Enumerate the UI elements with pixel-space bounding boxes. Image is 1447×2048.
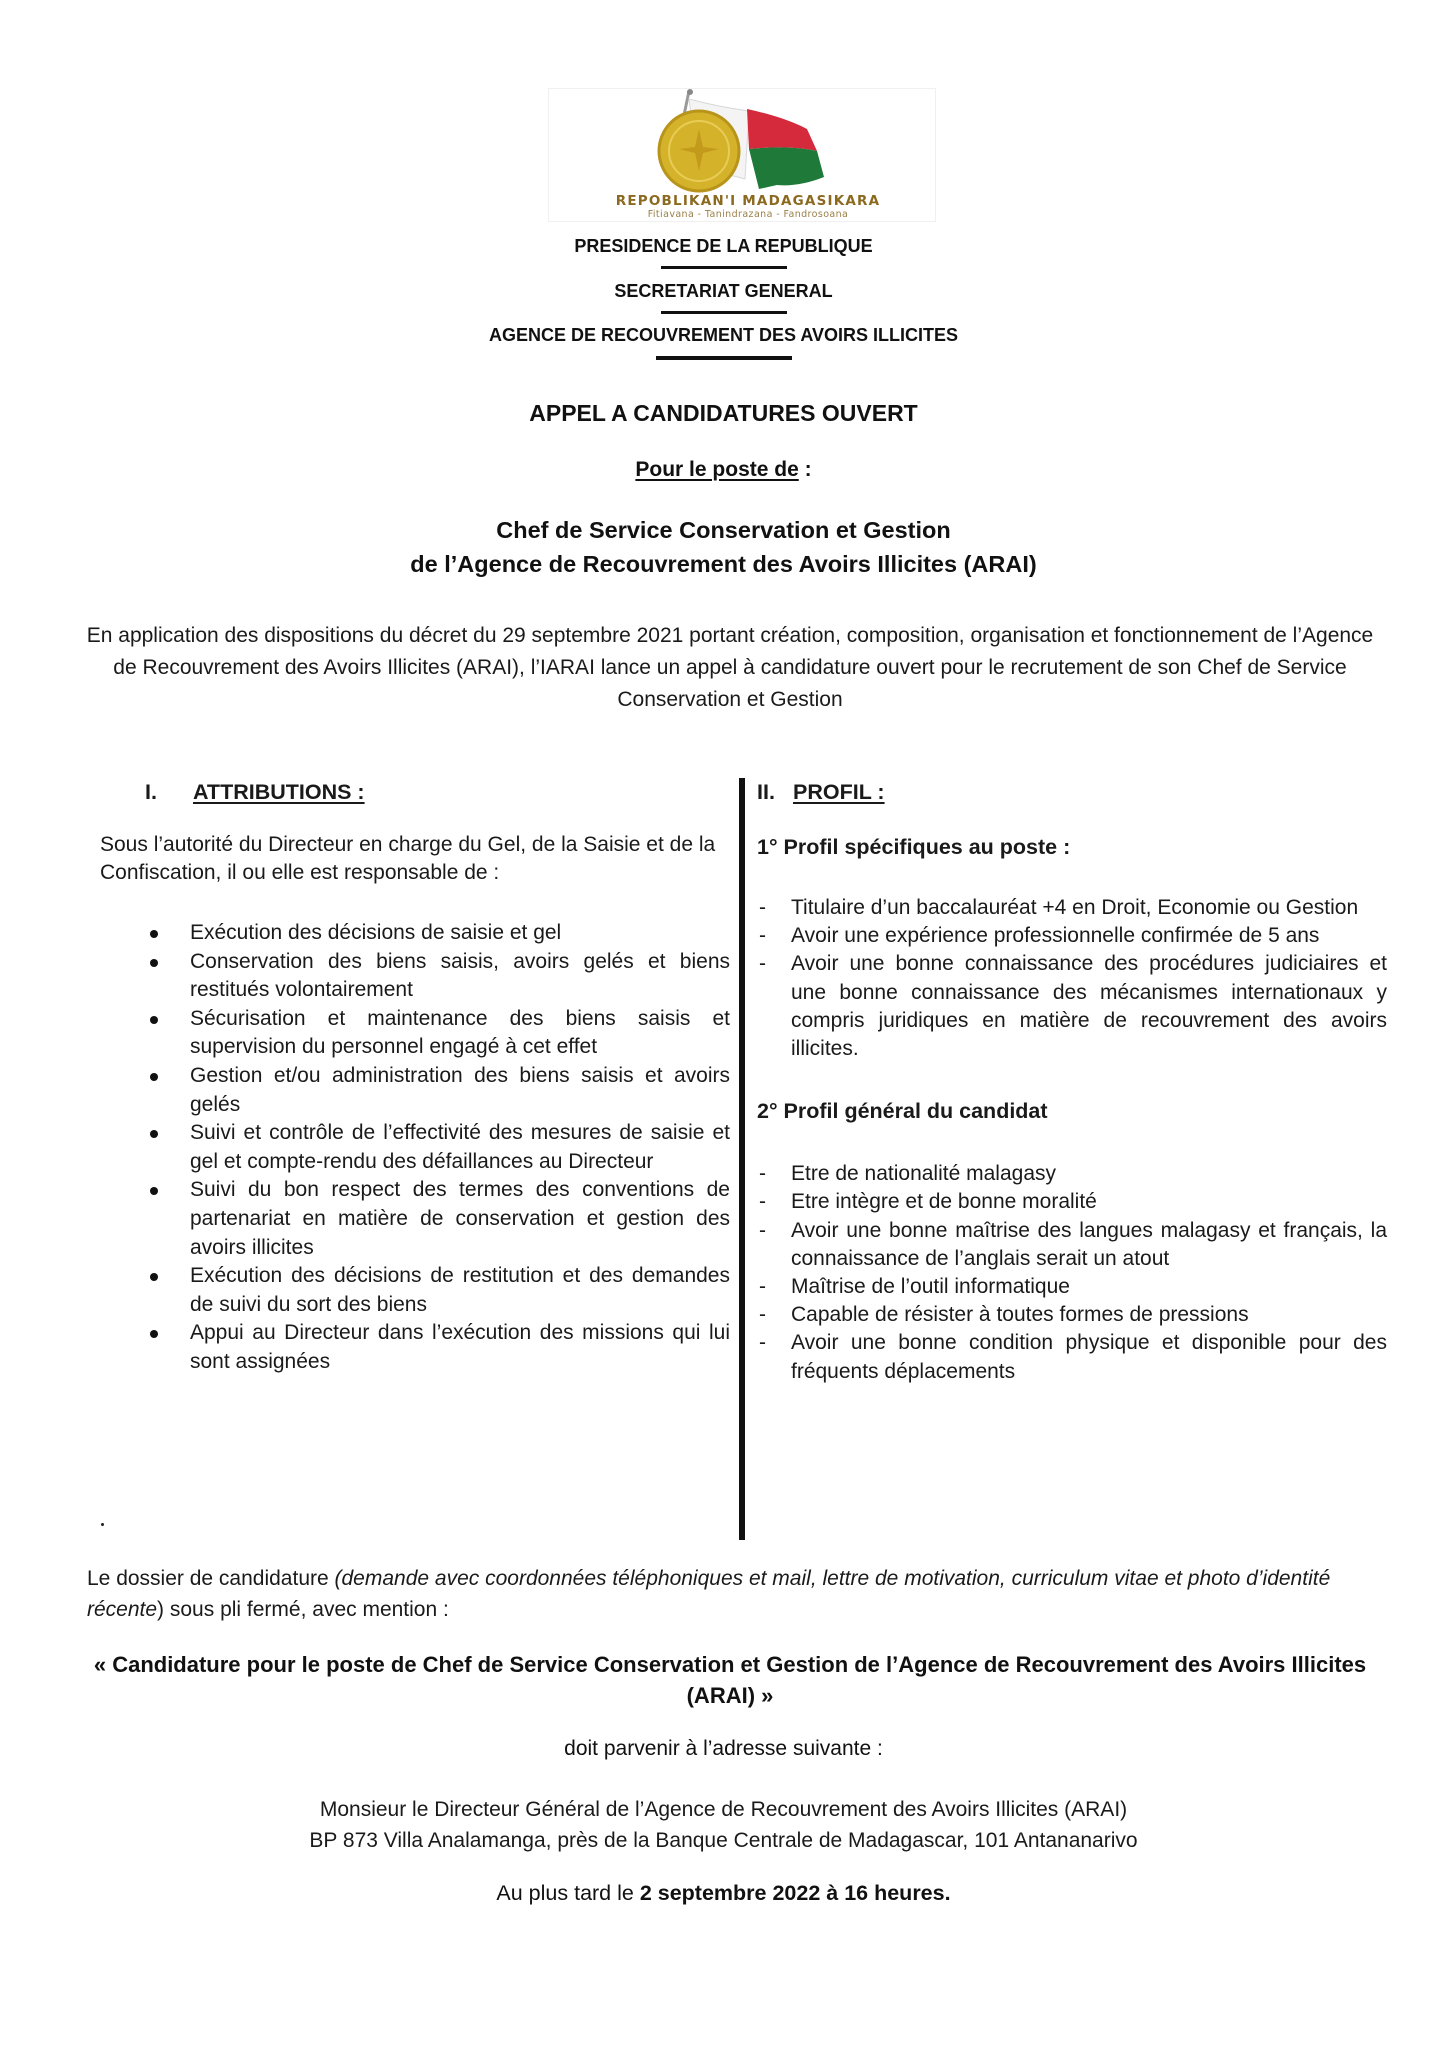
list-item: [100, 1062, 730, 1119]
list-item: [757, 1188, 1387, 1216]
list-item-text: Exécution des décisions de restitution et des demandes de suivi du sort des biens: [190, 1264, 730, 1316]
address-line1: Monsieur le Directeur Général de l’Agence de Recouvrement des Avoirs Illicites (ARAI): [319, 1798, 1128, 1821]
intro-paragraph: En application des dispositions du décret du 29 septembre 2021 portant création, composition, organisation et fonctionnement de l’Agence de Recouvrement des Avoirs Illicites (ARAI), l’IARAI lance un appel à candidature ouvert pour le recrutement de son Chef de Service Conservation et Gestion: [86, 624, 1374, 711]
parvenir-text: doit parvenir à l’adresse suivante :: [564, 1737, 883, 1760]
job-title-line1: Chef de Service Conservation et Gestion: [496, 517, 951, 543]
page-title: APPEL A CANDIDATURES OUVERT: [529, 400, 918, 426]
list-item-text: Titulaire d’un baccalauréat +4 en Droit, Economie ou Gestion: [791, 896, 1359, 919]
bullet-icon: [150, 1330, 158, 1338]
list-item-text: Avoir une bonne connaissance des procédures judiciaires et une bonne connaissance des mécanismes internationaux y compris juridiques en matière de recouvrement des avoirs illicites.: [791, 952, 1387, 1061]
dash-bullet-icon: -: [759, 952, 766, 976]
bullet-icon: [150, 959, 158, 967]
poste-label-text: Pour le poste de: [635, 458, 799, 481]
attributions-heading: [100, 780, 730, 805]
bullet-icon: [150, 1187, 158, 1195]
section-heading-label: PROFIL :: [793, 780, 885, 804]
dash-bullet-icon: -: [759, 1331, 766, 1355]
header-presidence: PRESIDENCE DE LA REPUBLIQUE: [574, 236, 873, 256]
list-item: [757, 1273, 1387, 1301]
list-item-text: Exécution des décisions de saisie et gel: [190, 921, 562, 944]
dossier-suffix: ) sous pli fermé, avec mention :: [157, 1598, 449, 1621]
header-secretariat: SECRETARIAT GENERAL: [614, 281, 833, 301]
list-item: [100, 948, 730, 1005]
list-item: [757, 922, 1387, 950]
header-separator: [661, 311, 787, 314]
job-title: [0, 513, 1447, 581]
section-number: I.: [145, 780, 157, 804]
bullet-icon: [150, 1073, 158, 1081]
dash-bullet-icon: -: [759, 1162, 766, 1186]
list-item-text: Avoir une expérience professionnelle confirmée de 5 ans: [791, 924, 1320, 948]
address-line2: BP 873 Villa Analamanga, près de la Banque Centrale de Madagascar, 101 Antananarivo: [309, 1829, 1138, 1852]
logo-title: REPOBLIKAN'I MADAGASIKARA: [615, 193, 881, 209]
section-number: II.: [757, 780, 775, 804]
dossier-requirements: (demande avec coordonnées téléphoniques et mail, lettre de motivation, curriculum vitae et photo d’identité récente: [87, 1567, 1331, 1621]
list-item-text: Suivi et contrôle de l’effectivité des mesures de saisie et gel et compte-rendu des défaillances au Directeur: [190, 1121, 730, 1173]
republic-logo: [548, 88, 936, 222]
profil-specific-heading: 1° Profil spécifiques au poste :: [757, 835, 1071, 859]
list-item: [757, 1217, 1387, 1273]
poste-label-suffix: :: [798, 458, 812, 481]
profil-heading: [757, 780, 1387, 805]
list-item-text: Sécurisation et maintenance des biens saisis et supervision du personnel engagé à cet effet: [190, 1006, 730, 1059]
address-block: [0, 1794, 1447, 1856]
list-item: [757, 1301, 1387, 1329]
attributions-intro: Sous l’autorité du Directeur en charge du Gel, de la Saisie et de la Confiscation, il ou elle est responsable de :: [100, 833, 716, 884]
list-item: [757, 950, 1387, 1063]
profil-section: [757, 780, 1387, 1386]
header-separator: [661, 266, 787, 269]
flag-green-band-icon: [749, 147, 824, 189]
list-item-text: Etre de nationalité malagasy: [791, 1162, 1056, 1186]
section-heading-label: ATTRIBUTIONS :: [193, 780, 365, 804]
column-divider: [739, 778, 745, 1540]
flag-red-band-icon: [747, 109, 817, 151]
mention-text: « Candidature pour le poste de Chef de Service Conservation et Gestion de l’Agence de Recouvrement des Avoirs Illicites (ARAI) »: [93, 1652, 1367, 1708]
dash-bullet-icon: -: [759, 1275, 766, 1299]
deadline-prefix: Au plus tard le: [496, 1881, 640, 1905]
attributions-section: [100, 780, 730, 1377]
list-item: [100, 1319, 730, 1376]
list-item: [100, 1119, 730, 1176]
profil-general-heading: 2° Profil général du candidat: [757, 1099, 1048, 1124]
logo-motto: Fitiavana - Tanindrazana - Fandrosoana: [647, 209, 849, 220]
bullet-icon: [150, 1130, 158, 1138]
dash-bullet-icon: -: [759, 924, 766, 948]
list-item-text: Appui au Directeur dans l’exécution des missions qui lui sont assignées: [190, 1321, 730, 1373]
list-item: [100, 919, 730, 948]
dossier-prefix: Le dossier de candidature: [87, 1567, 335, 1590]
list-item-text: Conservation des biens saisis, avoirs gelés et biens restitués volontairement: [190, 949, 730, 1002]
dash-bullet-icon: -: [759, 1303, 766, 1327]
list-item: [100, 1176, 730, 1262]
list-item-text: Maîtrise de l’outil informatique: [791, 1275, 1070, 1299]
poste-label: [0, 458, 1447, 482]
deadline-date: 2 septembre 2022 à 16 heures.: [639, 1881, 951, 1905]
dash-bullet-icon: -: [759, 896, 766, 919]
list-item-text: Suivi du bon respect des termes des conventions de partenariat en matière de conservation et gestion des avoirs illicites: [190, 1178, 730, 1259]
stray-dot: [101, 1523, 104, 1526]
deadline: [0, 1881, 1447, 1906]
list-item-text: Capable de résister à toutes formes de pressions: [791, 1303, 1249, 1327]
dash-bullet-icon: -: [759, 1218, 766, 1242]
list-item: [757, 894, 1387, 922]
list-item: [100, 1262, 730, 1319]
header-agence: AGENCE DE RECOUVREMENT DES AVOIRS ILLICITES: [488, 325, 959, 345]
profil-general-list: [757, 1160, 1387, 1386]
header-separator: [656, 356, 792, 360]
dossier-paragraph: [87, 1563, 1377, 1625]
list-item-text: Avoir une bonne maîtrise des langues malagasy et français, la connaissance de l’anglais serait un atout: [791, 1218, 1387, 1270]
list-item-text: Avoir une bonne condition physique et disponible pour des fréquents déplacements: [791, 1331, 1387, 1383]
bullet-icon: [150, 1016, 158, 1024]
attributions-list: [100, 919, 730, 1377]
profil-specific-list: [757, 894, 1387, 1063]
list-item: [757, 1329, 1387, 1385]
list-item: [100, 1005, 730, 1062]
bullet-icon: [150, 930, 158, 938]
dash-bullet-icon: -: [759, 1190, 766, 1214]
list-item-text: Etre intègre et de bonne moralité: [791, 1190, 1097, 1214]
list-item-text: Gestion et/ou administration des biens saisis et avoirs gelés: [190, 1063, 730, 1116]
job-title-line2: de l’Agence de Recouvrement des Avoirs Illicites (ARAI): [410, 551, 1037, 577]
bullet-icon: [150, 1273, 158, 1281]
list-item: [757, 1160, 1387, 1188]
